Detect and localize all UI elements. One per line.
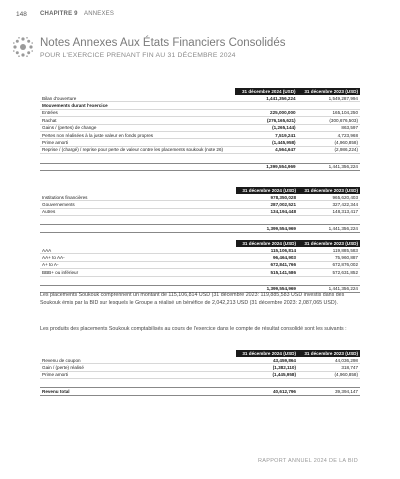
table-row <box>40 269 360 276</box>
row-value-2024: 1,441,356,224 <box>235 95 297 102</box>
page-footer: RAPPORT ANNUEL 2024 DE LA BID <box>257 458 358 464</box>
table-row <box>40 117 360 124</box>
row-label: Gain / (perte) réalisé <box>40 364 236 371</box>
col-header-2024: 31 décembre 2024 (USD) <box>235 88 297 95</box>
row-value-2024: 134,194,448 <box>236 208 298 215</box>
row-label: AA+ to AA- <box>40 254 236 261</box>
row-value-2023: 572,631,852 <box>298 269 360 276</box>
table-row <box>40 139 360 146</box>
total-row <box>40 225 360 232</box>
row-label: Prime amorti <box>40 371 236 378</box>
page-header <box>0 0 400 28</box>
row-value-2023: 165,104,250 <box>298 109 360 116</box>
row-label: Mouvements durant l'exercice <box>40 102 235 109</box>
col-header-2024: 31 décembre 2024 (USD) <box>236 240 298 247</box>
row-value-2023: (4,960,858) <box>298 371 360 378</box>
row-label: BBB+ ou inférieur <box>40 269 236 276</box>
paragraph-soukouk-idb: Les placements Soukouk comprennent un montant de 115,106,814 USD (31 décembre 2023: 119,885,583 USD investis dans des Soukouk émis par la BID sur lesquels le Groupe a réalisé un bénéfice de 2,042,213 USD (31 décembre 2023: 2,087,065 USD). <box>40 292 345 306</box>
row-label: Gains / (pertes) de change <box>40 124 235 131</box>
row-value-2024: 515,141,586 <box>236 269 298 276</box>
row-value-2023: 965,620,403 <box>298 194 360 201</box>
header-spacer <box>40 187 236 194</box>
row-label: Bilan d'ouverture <box>40 95 235 102</box>
total-value-2024: 40,612,796 <box>236 388 298 395</box>
table-row <box>40 124 360 131</box>
row-value-2024 <box>235 102 297 109</box>
row-value-2024: (1,382,110) <box>236 364 298 371</box>
col-header-2023: 31 décembre 2023 (USD) <box>298 88 360 95</box>
soukouk-movement-table <box>40 88 360 171</box>
row-label: Institutions financières <box>40 194 236 201</box>
row-label: Reprise / (chargé) / reprise pour perte de valeur contre les placements soukouk (note 26) <box>40 146 235 154</box>
row-label: Gouvernements <box>40 201 236 208</box>
row-label: Entrées <box>40 109 235 116</box>
row-value-2024: (1,265,144) <box>235 124 297 131</box>
table-row <box>40 95 360 102</box>
row-value-2024: 225,000,000 <box>235 109 297 116</box>
page-subtitle: POUR L'EXERCICE PRENANT FIN AU 31 DÉCEMBRE 2024 <box>40 52 236 59</box>
col-header-2024: 31 décembre 2024 (USD) <box>236 350 298 357</box>
row-value-2023: 4,723,968 <box>298 131 360 138</box>
total-label: Revenu total <box>40 388 236 395</box>
row-label: A+ to A- <box>40 261 236 268</box>
col-header-2023: 31 décembre 2023 (USD) <box>298 240 360 247</box>
table-row <box>40 254 360 261</box>
table-row <box>40 261 360 268</box>
row-value-2024: (1,445,958) <box>236 371 298 378</box>
issuer-type-table <box>40 187 360 233</box>
row-value-2024: 4,564,647 <box>235 146 297 154</box>
total-value-2023: 1,441,356,224 <box>298 285 360 292</box>
total-value-2023: 39,394,147 <box>298 388 360 395</box>
row-label: Autres <box>40 208 236 215</box>
row-label: Prime amorti <box>40 139 235 146</box>
row-value-2024: (276,165,621) <box>235 117 297 124</box>
row-value-2024: 96,464,903 <box>236 254 298 261</box>
spacer-row <box>40 379 360 388</box>
row-value-2024: 287,002,521 <box>236 201 298 208</box>
table-row <box>40 364 360 371</box>
table-row <box>40 194 360 201</box>
header-spacer <box>40 350 236 357</box>
row-value-2023: (300,676,503) <box>298 117 360 124</box>
table-header-row <box>40 187 360 194</box>
chapter-label: CHAPITRE 9 <box>40 11 78 17</box>
soukouk-income-table <box>40 350 360 396</box>
spacer-row <box>40 154 360 163</box>
row-value-2023: 75,960,887 <box>298 254 360 261</box>
header-spacer <box>40 240 236 247</box>
col-header-2023: 31 décembre 2023 (USD) <box>298 350 360 357</box>
total-row <box>40 388 360 395</box>
row-label: Rachat <box>40 117 235 124</box>
table-row <box>40 201 360 208</box>
header-spacer <box>40 88 235 95</box>
table-header-row <box>40 350 360 357</box>
total-value-2024: 1,399,554,969 <box>236 285 298 292</box>
row-value-2023: 318,747 <box>298 364 360 371</box>
table-row <box>40 371 360 378</box>
row-label: Pertes non réalisées à la juste valeur en fonds propres <box>40 131 235 138</box>
spacer-row <box>40 216 360 225</box>
row-value-2023: 44,036,298 <box>298 357 360 364</box>
page-title: Notes Annexes Aux États Financiers Consolidés <box>40 37 286 49</box>
row-value-2024: 7,519,241 <box>235 131 297 138</box>
total-label <box>40 225 236 232</box>
row-value-2023: 119,885,583 <box>298 247 360 254</box>
table-row <box>40 131 360 138</box>
total-row <box>40 163 360 170</box>
row-value-2023: (2,986,224) <box>298 146 360 154</box>
section-label: ANNEXES <box>84 11 115 17</box>
row-value-2024: (1,445,958) <box>235 139 297 146</box>
row-label: AAA <box>40 247 236 254</box>
row-value-2023: 148,313,417 <box>298 208 360 215</box>
spacer-row <box>40 276 360 285</box>
rating-table <box>40 240 360 293</box>
total-label <box>40 163 235 170</box>
row-value-2023: 863,597 <box>298 124 360 131</box>
table-row <box>40 146 360 154</box>
row-value-2024: 672,841,766 <box>236 261 298 268</box>
isdb-logo-icon <box>12 36 34 58</box>
total-value-2023: 1,441,356,224 <box>298 163 360 170</box>
row-value-2023: (4,960,858) <box>298 139 360 146</box>
row-value-2024: 115,106,814 <box>236 247 298 254</box>
table-row <box>40 208 360 215</box>
table-row <box>40 357 360 364</box>
row-label: Revenu de coupon <box>40 357 236 364</box>
row-value-2023: 672,876,002 <box>298 261 360 268</box>
row-value-2024: 978,350,028 <box>236 194 298 201</box>
table-row <box>40 247 360 254</box>
col-header-2024: 31 décembre 2024 (USD) <box>236 187 298 194</box>
row-value-2023: 327,422,344 <box>298 201 360 208</box>
total-value-2023: 1,441,356,224 <box>298 225 360 232</box>
total-value-2024: 1,399,554,969 <box>236 225 298 232</box>
row-value-2023 <box>298 102 360 109</box>
table-header-row <box>40 240 360 247</box>
table-row <box>40 102 360 109</box>
total-value-2024: 1,399,554,969 <box>235 163 297 170</box>
col-header-2023: 31 décembre 2023 (USD) <box>298 187 360 194</box>
page-number: 148 <box>16 11 27 18</box>
row-value-2023: 1,549,287,994 <box>298 95 360 102</box>
table-header-row <box>40 88 360 95</box>
row-value-2024: 43,459,864 <box>236 357 298 364</box>
paragraph-soukouk-income: Les produits des placements Soukouk comptabilisés au cours de l'exercice dans le compte de résultat consolidé sont les suivants : <box>40 326 347 332</box>
table-row <box>40 109 360 116</box>
